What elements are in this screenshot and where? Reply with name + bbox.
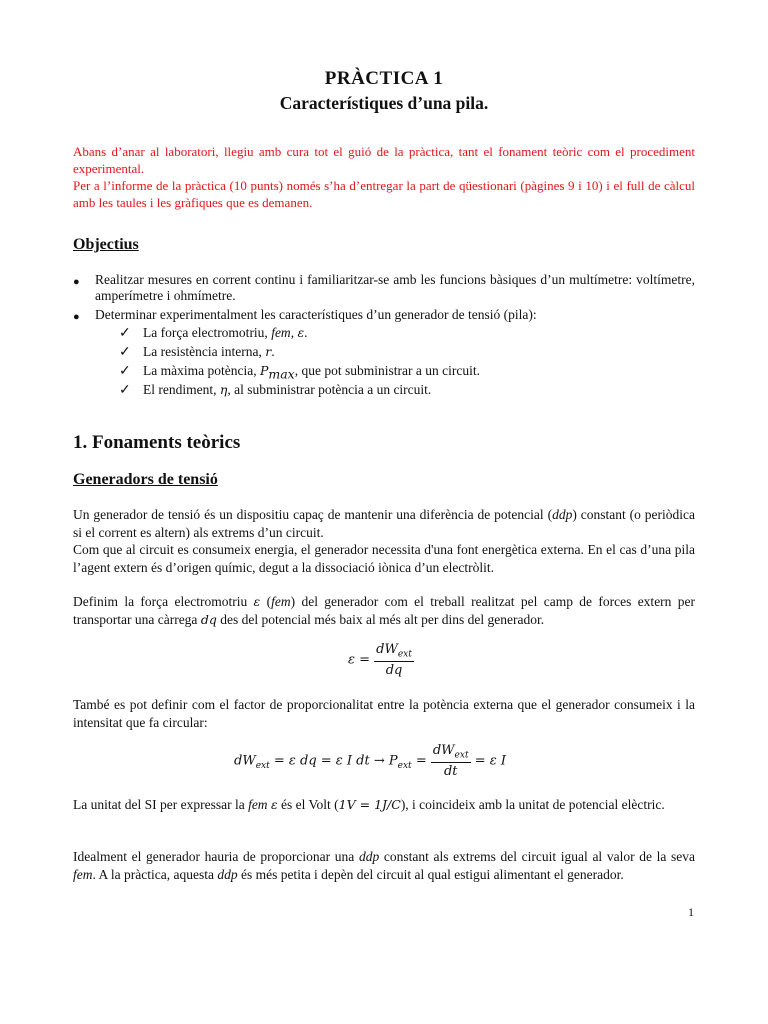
objective-bullet-2: Determinar experimentalment les característiques d’un generador de tensió (pila): — [95, 307, 537, 322]
section-1-heading: 1. Fonaments teòrics — [73, 432, 241, 453]
check-item-resistance: La resistència interna, r. — [143, 344, 275, 359]
page-subtitle: Característiques d’una pila. — [279, 93, 489, 113]
bullet-icon: ● — [73, 311, 80, 323]
objectius-heading: Objectius — [73, 236, 139, 253]
paragraph-ideal-generator: Idealment el generador hauria de proporcionar una ddp constant als extrems del circuit igual al valor de la seva fem. A la pràctica, aquesta ddp és més petita i depèn del circuit al qual estigui alimentant el generador. — [73, 849, 695, 882]
paragraph-generator-definition: Un generador de tensió és un dispositiu capaç de mantenir una diferència de potencial (ddp) constant (o periòdica si el corrent es altern) als extrems d’un circuit. — [73, 507, 695, 540]
check-item-efficiency: El rendiment, η, al subministrar potència a un circuit. — [143, 382, 432, 397]
check-icon: ✓ — [119, 326, 131, 341]
warning-paragraph-2: Per a l’informe de la pràctica (10 punts) només s’ha d’entregar la part de qüestionari (pàgines 9 i 10) i el full de càlcul amb les taules i les gràfiques que es demanen. — [73, 178, 695, 210]
check-icon: ✓ — [119, 364, 131, 379]
generadors-heading: Generadors de tensió — [73, 471, 218, 488]
paragraph-proportionality: També es pot definir com el factor de proporcionalitat entre la potència externa que el generador consumeix i la intensitat que fa circular: — [73, 697, 695, 730]
objective-bullet-1: Realitzar mesures en corrent continu i familiaritzar-se amb les funcions bàsiques d’un multímetre: voltímetre, amperímetre i ohmímetre. — [95, 272, 695, 303]
equation-power: $dW_{ext} = \varepsilon$ dq = ε I dt → $P_{ext}$ = $\frac{dW_{ext}}{dt}$ = ε I — [234, 743, 506, 779]
equation-fem: ε = $\frac{dW_{ext}}{dq}$ — [348, 642, 412, 678]
page-number: 1 — [688, 905, 694, 919]
check-icon: ✓ — [119, 345, 131, 360]
bullet-icon: ● — [73, 276, 80, 288]
check-item-max-power: La màxima potència, $P_{max}$, que pot subministrar a un circuit. — [143, 363, 480, 382]
paragraph-energy-source: Com que al circuit es consumeix energia, el generador necessita d'una font energètica externa. En el cas d’una pila l’agent extern és d’origen químic, degut a la dissociació iònica d’un electròlit. — [73, 542, 695, 575]
paragraph-si-unit: La unitat del SI per expressar la fem ε és el Volt (1V = 1J/C), i coincideix amb la unitat de potencial elèctric. — [73, 797, 665, 812]
page-title: PRÀCTICA 1 — [324, 68, 444, 89]
check-item-fem: La força electromotriu, fem, ε. — [143, 325, 308, 340]
warning-paragraph-1: Abans d’anar al laboratori, llegiu amb cura tot el guió de la pràctica, tant el fonament teòric com el procediment experimental. — [73, 144, 695, 176]
check-icon: ✓ — [119, 383, 131, 398]
paragraph-fem-definition: Definim la força electromotriu ε (fem) del generador com el treball realitzat pel camp de forces extern per transportar una càrrega dq des del potencial més baix al més alt per dins del generador. — [73, 594, 696, 627]
